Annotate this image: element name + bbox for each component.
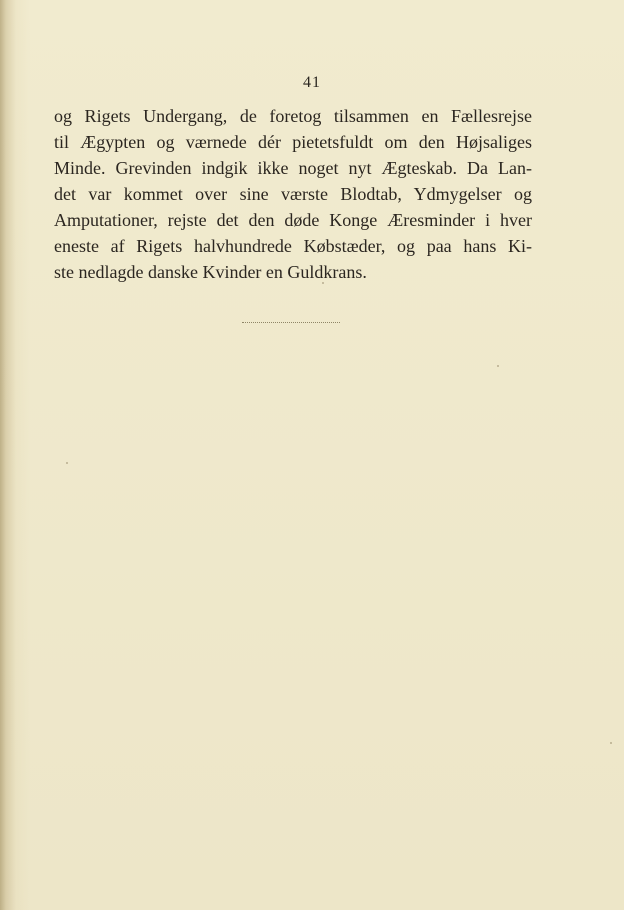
text-line-3: Minde. Grevinden indgik ikke noget nyt Ægteskab. Da Lan- [54, 158, 532, 178]
dotted-separator [242, 322, 340, 323]
paragraph [54, 103, 532, 285]
text-line-2: til Ægypten og værnede dér pietetsfuldt om den Højsaliges [54, 132, 532, 152]
text-line-4: det var kommet over sine værste Blodtab, Ydmygelser og [54, 184, 532, 204]
text-line-5: Amputationer, rejste det den døde Konge Æresminder i hver [54, 210, 532, 230]
paper-speck [497, 365, 499, 367]
page-number: 41 [303, 74, 321, 91]
paper-speck [66, 462, 68, 464]
paper-speck [322, 282, 324, 284]
paper-speck [610, 742, 612, 744]
text-line-7: ste nedlagde danske Kvinder en Guldkrans. [54, 262, 367, 282]
text-line-1: og Rigets Undergang, de foretog tilsammen en Fællesrejse [54, 106, 532, 126]
text-line-6: eneste af Rigets halvhundrede Købstæder, og paa hans Ki- [54, 236, 532, 256]
